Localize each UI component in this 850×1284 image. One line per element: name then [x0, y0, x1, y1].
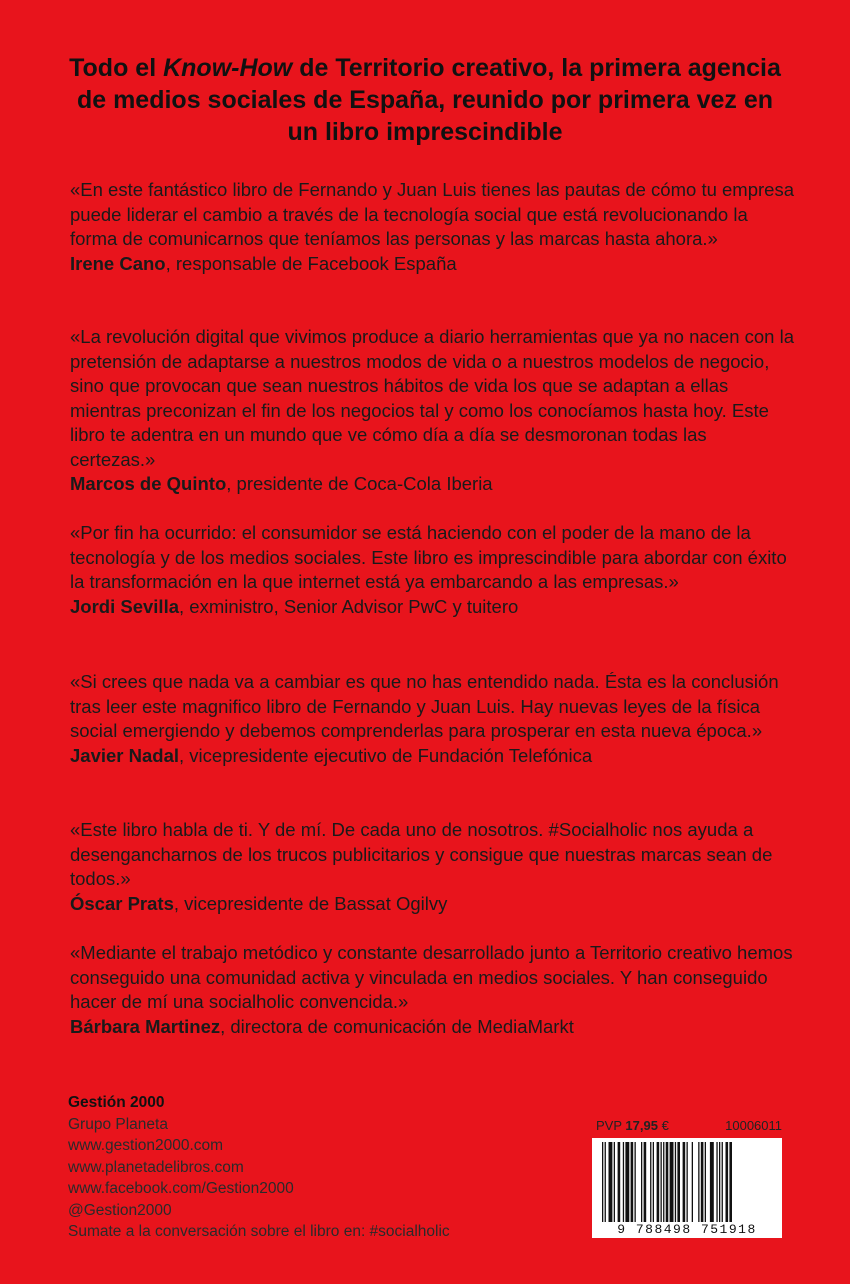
- quote-block-4: [70, 670, 795, 768]
- quote-block-6: [70, 941, 795, 1039]
- planeta-website: www.planetadelibros.com: [68, 1158, 244, 1176]
- quote-attribution: [70, 892, 795, 917]
- quote-author: Bárbara Martinez: [70, 1015, 221, 1037]
- price-value: 17,95: [625, 1118, 658, 1133]
- quote-text: «Mediante el trabajo metódico y constante desarrollado junto a Territorio creativo hemos conseguido una comunidad activa y vinculada en medios sociales. Y han conseguido hacer de mí una socialholic convencida.»: [70, 942, 793, 1012]
- headline-part2: de Territorio creativo, la primera agencia de medios sociales de España, reunido por primera vez en un libro imprescindible: [76, 54, 781, 146]
- quote-text: «La revolución digital que vivimos produce a diario herramientas que ya no nacen con la pretensión de adaptarse a nuestros modos de vida o a nuestros modelos de negocio, sino que provocan que sean nuestros hábitos de vida los que se adaptan a ellas mientras preconizan el fin de los negocios tal y como los conocíamos hasta hoy. Este libro te adentra en un mundo que ve cómo día a día se desmoronan todas las certezas.»: [70, 326, 794, 470]
- quote-block-1: [70, 178, 795, 276]
- quote-author-role: , responsable de Facebook España: [165, 252, 457, 274]
- back-cover-headline: [60, 52, 790, 148]
- quote-attribution: [70, 1015, 795, 1040]
- quote-text: «Si crees que nada va a cambiar es que no has entendido nada. Ésta es la conclusión tras leer este magnifico libro de Fernando y Juan Luis. Hay nuevas leyes de la física social emergiendo y debemos comprenderlas para prosperar en esta nueva época.»: [70, 671, 779, 741]
- quote-author-role: , directora de comunicación de MediaMarkt: [220, 1015, 574, 1037]
- twitter-handle: @Gestion2000: [68, 1201, 172, 1219]
- barcode-bars: [600, 1142, 774, 1222]
- quote-author: Marcos de Quinto: [70, 473, 227, 494]
- quote-author-role: , exministro, Senior Advisor PwC y tuitero: [179, 595, 519, 617]
- quote-author: Javier Nadal: [70, 744, 180, 766]
- isbn-barcode: [592, 1138, 782, 1238]
- quote-attribution: [70, 595, 795, 620]
- quote-author: Óscar Prats: [70, 892, 174, 914]
- price-label: PVP: [596, 1118, 622, 1133]
- quote-block-2: [70, 325, 795, 497]
- isbn-digits: 9 788498 751918: [594, 1222, 780, 1237]
- price-row: [596, 1118, 782, 1133]
- quote-text: «En este fantástico libro de Fernando y Juan Luis tienes las pautas de cómo tu empresa puede liderar el cambio a través de la tecnología social que está revolucionando la forma de comunicarnos que teníamos las personas y las marcas hasta ahora.»: [70, 179, 794, 249]
- quote-author-role: , vicepresidente de Bassat Ogilvy: [173, 892, 448, 914]
- publisher-name: Gestión 2000: [68, 1094, 165, 1111]
- hashtag-line: Sumate a la conversación sobre el libro en: #socialholic: [68, 1223, 450, 1240]
- quote-author: Jordi Sevilla: [70, 595, 179, 617]
- price: [596, 1118, 669, 1133]
- quote-attribution: [70, 472, 795, 497]
- quote-attribution: [70, 252, 795, 277]
- publisher-info: [68, 1092, 450, 1243]
- publisher-website: www.gestion2000.com: [68, 1137, 224, 1154]
- quote-author-role: , vicepresidente ejecutivo de Fundación Telefónica: [179, 744, 593, 766]
- quote-block-5: [70, 818, 795, 916]
- quote-text: «Este libro habla de ti. Y de mí. De cada uno de nosotros. #Socialholic nos ayuda a desengancharnos de los trucos publicitarios y consigue que nuestras marcas sean de todos.»: [70, 819, 773, 889]
- quote-text: «Por fin ha ocurrido: el consumidor se está haciendo con el poder de la mano de la tecnología y de los medios sociales. Este libro es imprescindible para abordar con éxito la transformación en la que internet está ya embarcando a las empresas.»: [70, 522, 787, 592]
- publisher-group: Grupo Planeta: [68, 1115, 168, 1133]
- headline-italic: Know-How: [163, 54, 293, 82]
- quote-block-3: [70, 521, 795, 619]
- product-code: 10006011: [725, 1118, 782, 1133]
- quote-author-role: , presidente de Coca-Cola Iberia: [226, 473, 493, 494]
- quote-author: Irene Cano: [70, 252, 166, 274]
- facebook-link: www.facebook.com/Gestion2000: [68, 1180, 294, 1197]
- quote-attribution: [70, 744, 795, 769]
- price-currency: €: [661, 1118, 669, 1133]
- headline-part1: Todo el: [69, 54, 164, 82]
